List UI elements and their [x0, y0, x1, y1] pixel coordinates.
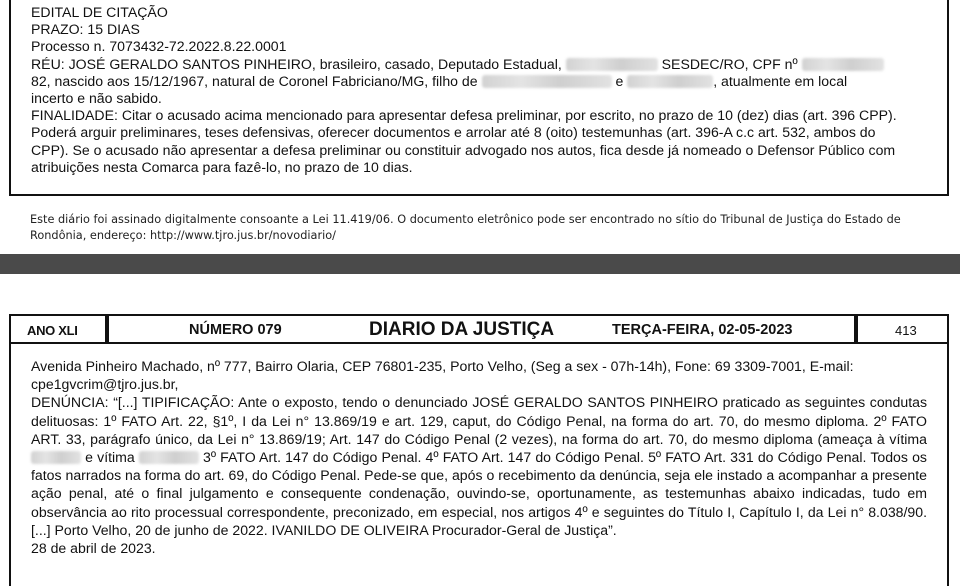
digital-signature-footnote: Este diário foi assinado digitalmente consoante a Lei 11.419/06. O documento eletrônico pode ser encontrado no sítio do Tribunal de Justiça do Estado de Rondônia, endereço: http://www.tjro.jus.br/novodiario/ — [30, 213, 901, 242]
process-number: Processo n. 7073432-72.2022.8.22.0001 — [31, 38, 287, 55]
redacted-cpf — [802, 58, 884, 71]
complaint-body — [9, 344, 949, 586]
notice-deadline: PRAZO: 15 DIAS — [31, 21, 140, 38]
defendant-agency: SESDEC/RO, CPF nº — [661, 55, 798, 72]
journal-issue-number: NÚMERO 079 — [189, 322, 282, 338]
defendant-line-1 — [31, 56, 927, 73]
defendant-prefix: RÉU: JOSÉ GERALDO SANTOS PINHEIRO, brasileiro, casado, Deputado Estadual, — [31, 55, 566, 72]
redacted-occupation — [566, 58, 658, 71]
address-line: Avenida Pinheiro Machado, nº 777, Bairro Olaria, CEP 76801-235, Porto Velho, (Seg a sex - 07h-14h), Fone: 69 3309-7001, E-mail: cpe1gvcrim@tjro.jus.br, — [31, 358, 854, 393]
journal-year: ANO XLI — [27, 323, 78, 338]
redacted-victim-1 — [31, 451, 81, 464]
purpose-line-2: Poderá arguir preliminares, teses defensivas, oferecer documentos e arrolar até 8 (oito) testemunhas (art. 396-A c.c art. 532, ambos do — [31, 124, 876, 141]
redacted-mother-name — [627, 75, 713, 88]
notice-title: EDITAL DE CITAÇÃO — [31, 4, 168, 20]
journal-title: DIARIO DA JUSTIÇA — [369, 319, 555, 340]
defendant-line-3: incerto e não sabido. — [31, 90, 162, 107]
current-page-fragment — [0, 274, 960, 586]
journal-date: TERÇA-FEIRA, 02-05-2023 — [612, 322, 793, 338]
complaint-paragraph: DENÚNCIA: “[...] TIPIFICAÇÃO: Ante o exposto, tendo o denunciado JOSÉ GERALDO SANTOS PINHEIRO praticado as seguintes condutas delituosas: 1º FATO Art. 22, §1º, I da Lei n° 13.869/19 e art. 129, caput, do Código Penal, na forma do art. 70, do mesmo diploma. 2º FATO ART. 33, parágrafo único, da Lei n° 13.869/19; Art. 147 do Código Penal (2 vezes), na forma do art. 70, do mesmo diploma (ameaça à vítima e vítima 3º FATO Art. 147 do Código Penal. 4º FATO Art. 147 do Código Penal. 5º FATO Art. 331 do Código Penal. Todos os fatos narrados na forma do art. 69, do Código Penal. Pede-se que, após o recebimento da denúncia, seja ele instado a acompanhar a presente ação penal, até o final julgamento e consequente condenação, ouvindo-se, oportunamente, as testemunhas abaixo indicadas, tudo em observância ao rito processual correspondente, preconizado, em especial, nos artigos 4º e seguintes do Título I, Capítulo I, da Lei n° 8.038/90. [...] Porto Velho, 20 de junho de 2022. IVANILDO DE OLIVEIRA Procurador-Geral de Justiça”. — [31, 394, 927, 538]
purpose-line-3: CPP). Se o acusado não apresentar a defesa preliminar ou constituir advogado nos autos, fica desde já nomeado o Defensor Público com — [31, 141, 896, 158]
defendant-line-2: 82, nascido aos 15/12/1967, natural de Coronel Fabriciano/MG, filho de e , atualmente em local — [31, 72, 848, 89]
purpose-line-4: atribuições nesta Comarca para fazê-lo, no prazo de 10 dias. — [31, 158, 413, 175]
citation-notice-box — [9, 0, 949, 196]
purpose-line-1: FINALIDADE: Citar o acusado acima mencionado para apresentar defesa preliminar, por escrito, no prazo de 10 (dez) dias (art. 396 CPP). — [31, 107, 897, 124]
redacted-victim-2 — [139, 451, 199, 464]
page-separator — [0, 254, 960, 274]
page-number: 413 — [895, 323, 917, 338]
previous-page-fragment — [0, 0, 960, 254]
signature-date: 28 de abril de 2023. — [31, 540, 156, 557]
journal-header — [9, 314, 949, 344]
redacted-father-name — [482, 75, 612, 88]
